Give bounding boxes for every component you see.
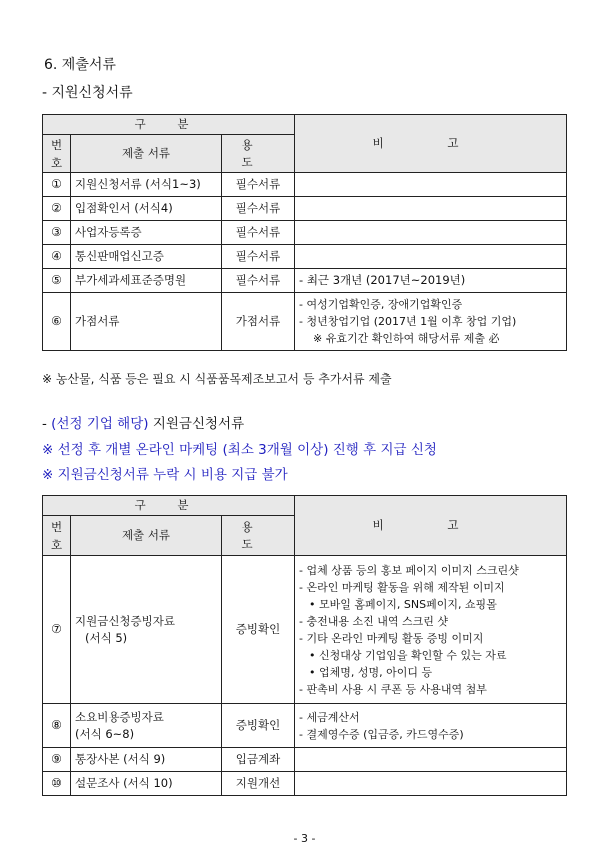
application-documents-table bbox=[42, 114, 567, 351]
header-usage: 용 도 bbox=[222, 516, 295, 556]
row-remarks bbox=[295, 197, 567, 221]
row-number: ⑩ bbox=[43, 772, 71, 796]
row-number: ⑥ bbox=[43, 293, 71, 351]
table-row bbox=[43, 221, 567, 245]
row-number: ⑧ bbox=[43, 704, 71, 748]
row-number: ③ bbox=[43, 221, 71, 245]
header-remarks: 비 고 bbox=[295, 115, 567, 173]
table-row bbox=[43, 245, 567, 269]
remark-line: • 업체명, 성명, 아이디 등 bbox=[309, 665, 433, 679]
remark-line: - 결제영수증 (입금증, 카드영수증) bbox=[299, 727, 464, 741]
row-usage: 필수서류 bbox=[222, 197, 295, 221]
table-row bbox=[43, 293, 567, 351]
remark-line: - 판촉비 사용 시 쿠폰 등 사용내역 첨부 bbox=[299, 682, 487, 696]
subsidy-documents-table bbox=[42, 495, 567, 796]
remark-line: - 청년창업기업 (2017년 1월 이후 창업 기업) bbox=[299, 315, 517, 328]
row-document: 지원신청서류 (서식1~3) bbox=[71, 173, 222, 197]
remark-line: • 신청대상 기업임을 확인할 수 있는 자료 bbox=[309, 648, 507, 662]
row-remarks bbox=[295, 293, 567, 351]
subsection-title-application: - 지원신청서류 bbox=[42, 85, 133, 101]
header-document: 제출 서류 bbox=[71, 516, 222, 556]
document-line: 소요비용증빙자료 bbox=[75, 709, 164, 724]
table-row bbox=[43, 173, 567, 197]
row-document: 사업자등록증 bbox=[71, 221, 222, 245]
row-number: ⑨ bbox=[43, 748, 71, 772]
table-row bbox=[43, 197, 567, 221]
row-document bbox=[71, 556, 222, 704]
row-remarks bbox=[295, 221, 567, 245]
notice-marketing: ※ 선정 후 개별 온라인 마케팅 (최소 3개월 이상) 진행 후 지급 신청 bbox=[42, 442, 437, 458]
remark-line: - 온라인 마케팅 활동을 위해 제작된 이미지 bbox=[299, 580, 505, 594]
row-document: 가점서류 bbox=[71, 293, 222, 351]
remark-line: - 기타 온라인 마케팅 활동 증빙 이미지 bbox=[299, 631, 484, 645]
row-remarks bbox=[295, 556, 567, 704]
table-row bbox=[43, 269, 567, 293]
row-usage: 필수서류 bbox=[222, 173, 295, 197]
row-usage: 필수서류 bbox=[222, 269, 295, 293]
notice-missing-documents: ※ 지원금신청서류 누락 시 비용 지급 불가 bbox=[42, 467, 288, 483]
subsection-title-subsidy bbox=[42, 412, 244, 432]
header-number: 번 호 bbox=[43, 135, 71, 173]
row-document: 설문조사 (서식 10) bbox=[71, 772, 222, 796]
row-document bbox=[71, 704, 222, 748]
selected-company-note: (선정 기업 해당) bbox=[51, 416, 149, 432]
document-line: (서식 6~8) bbox=[75, 726, 135, 741]
row-remarks: - 최근 3개년 (2017년~2019년) bbox=[295, 269, 567, 293]
section-title: 6. 제출서류 bbox=[44, 57, 116, 73]
row-number: ① bbox=[43, 173, 71, 197]
table-row bbox=[43, 772, 567, 796]
header-gubun: 구 분 bbox=[43, 496, 295, 516]
row-remarks bbox=[295, 772, 567, 796]
header-usage: 용 도 bbox=[222, 135, 295, 173]
remark-line: - 세금계산서 bbox=[299, 710, 360, 724]
row-usage: 증빙확인 bbox=[222, 704, 295, 748]
row-usage: 필수서류 bbox=[222, 221, 295, 245]
table-row bbox=[43, 556, 567, 704]
row-document: 통신판매업신고증 bbox=[71, 245, 222, 269]
document-line: (서식 5) bbox=[85, 630, 128, 645]
row-document: 부가세과세표준증명원 bbox=[71, 269, 222, 293]
table-row bbox=[43, 748, 567, 772]
page-number: - 3 - bbox=[293, 832, 316, 845]
header-document: 제출 서류 bbox=[71, 135, 222, 173]
table-row bbox=[43, 704, 567, 748]
header-remarks: 비 고 bbox=[295, 496, 567, 556]
remark-line: ※ 유효기간 확인하여 해당서류 제출 必 bbox=[313, 332, 500, 345]
remark-line: - 충전내용 소진 내역 스크린 샷 bbox=[299, 614, 448, 628]
row-remarks bbox=[295, 704, 567, 748]
remark-line: - 업체 상품 등의 홍보 페이지 이미지 스크린샷 bbox=[299, 563, 519, 577]
row-remarks bbox=[295, 173, 567, 197]
subsection-rest: 지원금신청서류 bbox=[148, 416, 245, 432]
row-usage: 가점서류 bbox=[222, 293, 295, 351]
row-document: 입점확인서 (서식4) bbox=[71, 197, 222, 221]
row-remarks bbox=[295, 748, 567, 772]
row-document: 통장사본 (서식 9) bbox=[71, 748, 222, 772]
row-usage: 필수서류 bbox=[222, 245, 295, 269]
remark-line: • 모바일 홈페이지, SNS페이지, 쇼핑몰 bbox=[309, 597, 497, 611]
row-number: ④ bbox=[43, 245, 71, 269]
row-number: ② bbox=[43, 197, 71, 221]
remark-line: - 여성기업확인증, 장애기업확인증 bbox=[299, 298, 463, 311]
row-usage: 지원개선 bbox=[222, 772, 295, 796]
document-line: 지원금신청증빙자료 bbox=[75, 613, 175, 628]
header-gubun: 구 분 bbox=[43, 115, 295, 135]
note-additional-documents: ※ 농산물, 식품 등은 필요 시 식품품목제조보고서 등 추가서류 제출 bbox=[42, 372, 392, 386]
row-usage: 증빙확인 bbox=[222, 556, 295, 704]
subsection-prefix: - bbox=[42, 416, 52, 432]
row-number: ⑤ bbox=[43, 269, 71, 293]
header-number: 번 호 bbox=[43, 516, 71, 556]
row-number: ⑦ bbox=[43, 556, 71, 704]
row-remarks bbox=[295, 245, 567, 269]
row-usage: 입금계좌 bbox=[222, 748, 295, 772]
